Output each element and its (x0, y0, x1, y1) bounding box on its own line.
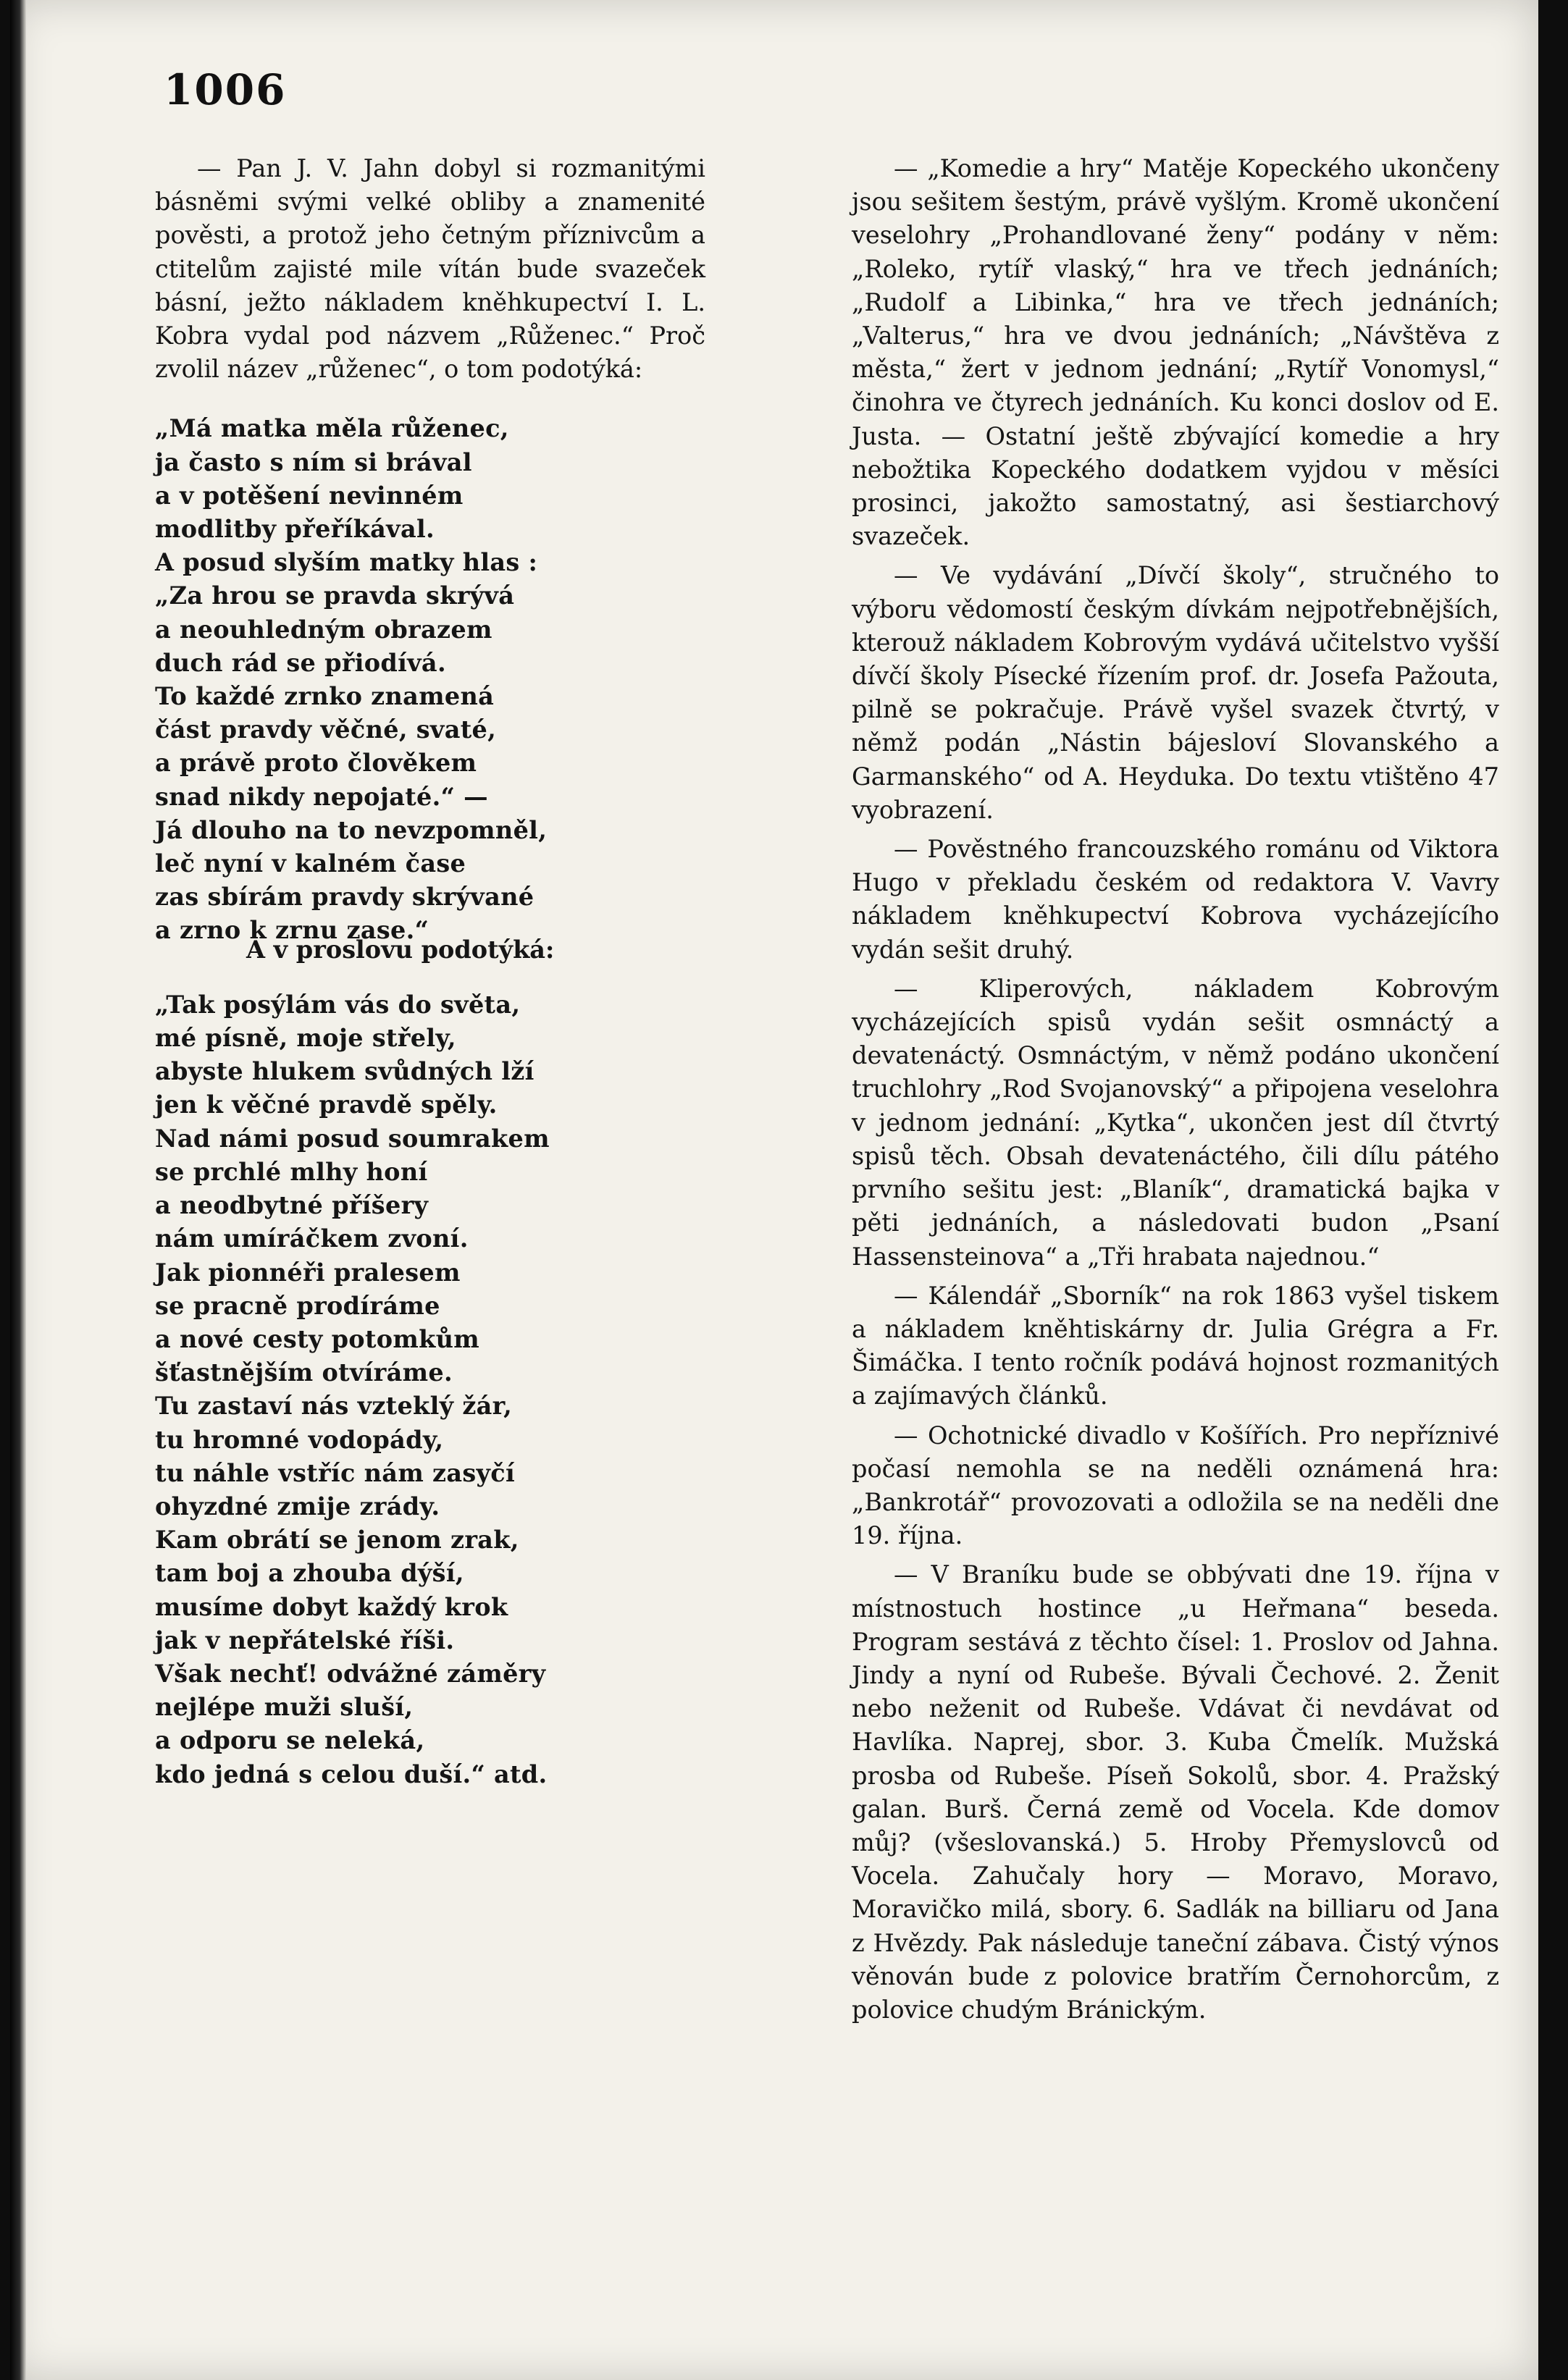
prologue-stanza-4: Tu zastaví nás vzteklý žár, tu hromné vodopády, tu náhle vstříc nám zasyčí ohyzdné zmije zrády. (155, 1392, 516, 1521)
binding-edge (10, 0, 26, 2380)
prologue-stanza-2: Nad námi posud soumrakem se prchlé mlhy honí a neodbytné příšery nám umíráčkem zvoní. (155, 1124, 550, 1253)
verse-stanza-4: Já dlouho na to nevzpomněl, leč nyní v kalném čase zas sbírám pravdy skrývané a zrno k zrnu zase.“ (155, 815, 548, 945)
page-number: 1006 (164, 65, 287, 114)
news-item-divadlo: — Ochotnické divadlo v Košířích. Pro nepříznivé počasí nemohla se na neděli oznámená hra: „Bankrotář“ provozovati a odložila se na neděli dne 19. října. (852, 1421, 1499, 1550)
news-item-branik: — V Braníku bude se obbývati dne 19. října v místnostuch hostince „u Heřmana“ beseda. Program sestává z těchto čísel: 1. Proslov od Jahna. Jindy a nyní od Rubeše. Bývali Čechové. 2. Ženit nebo neženit od Rubeše. Vdávat či nevdávat od Havlíka. Naprej, sbor. 3. Kuba Čmelík. Mužská prosba od Rubeše. Píseň Sokolů, sbor. 4. Pražský galan. Burš. Černá země od Vocela. Kde domov můj? (všeslovanská.) 5. Hroby Přemyslovců od Vocela. Zahučaly hory — Moravo, Moravo, Moravičko milá, sbory. 6. Sadlák na billiaru od Jana z Hvězdy. Pak následuje taneční zábava. Čistý výnos věnován bude z polovice bratřím Černohorcům, z polovice chudým Bránickým. (852, 1560, 1499, 2024)
news-item-divci-skola: — Ve vydávání „Dívčí školy“, stručného to výboru vědomostí českým dívkám nejpotřebnějších, kterouž nákladem Kobrovým vydává učitelstvo vyšší dívčí školy Písecké řízením prof. dr. Josefa Pažouta, pilně se pokračuje. Právě vyšel svazek čtvrtý, v němž podán „Nástin bájesloví Slovanského a Garmanského“ od A. Heyduka. Do textu vtištěno 47 vyobrazení. (852, 561, 1499, 824)
verse-stanza-2: A posud slyším matky hlas : „Za hrou se pravda skrývá a neouhledným obrazem duch rád se přiodívá. (155, 548, 538, 677)
left-column (155, 152, 705, 1791)
right-column (852, 152, 1499, 2032)
prologue-stanza-6: Však nechť! odvážné záměry nejlépe muži sluší, a odporu se neleká, kdo jedná s celou duší.“ atd. (155, 1659, 548, 1788)
news-item-hugo: — Pověstného francouzského románu od Viktora Hugo v překladu českém od redaktora V. Vavry nákladem kněhkupectví Kobrova vycházejícího vydán sešit druhý. (852, 835, 1499, 964)
news-item-kalendar: — Kálendář „Sborník“ na rok 1863 vyšel tiskem a nákladem kněhtiskárny dr. Julia Grégra a Fr. Šimáčka. I tento ročník podává hojnost rozmanitých a zajímavých článků. (852, 1281, 1499, 1410)
news-item-kopecky: — „Komedie a hry“ Matěje Kopeckého ukončeny jsou sešitem šestým, právě vyšlým. Kromě ukončení veselohry „Prohandlované ženy“ podány v něm: „Roleko, rytíř vlaský,“ hra ve třech jednáních; „Rudolf a Libinka,“ hra ve třech jednáních; „Valterus,“ hra ve dvou jednáních; „Návštěva z města,“ žert v jednom jednání; „Rytíř Vonomysl,“ činohra ve čtyrech jednáních. Ku konci doslov od E. Justa. — Ostatní ještě zbývající komedie a hry nebožtika Kopeckého dodatkem vyjdou v měsíci prosinci, jakožto samostatný, asi šestiarchový svazeček. (852, 154, 1499, 551)
prologue-stanza-5: Kam obrátí se jenom zrak, tam boj a zhouba dýší, musíme dobyt každý krok jak v nepřátelské říši. (155, 1526, 519, 1654)
news-item-kliperovych: — Kliperových, nákladem Kobrovým vycházejících spisů vydán sešit osmnáctý a devatenáctý. Osmnáctým, v němž podáno ukončení truchlohry „Rod Svojanovský“ a připojena veselohra v jednom jednání: „Kytka“, ukončen jest díl čtvrtý spisů těch. Obsah devatenáctého, čili dílu pátého prvního sešitu jest: „Blaník“, dramatická bajka v pěti jednáních, a následovati budon „Psaní Hassensteinova“ a „Tři hrabata najednou.“ (852, 974, 1499, 1271)
prologue-stanza-3: Jak pionnéři pralesem se pracně prodíráme a nové cesty potomkům šťastnějším otvíráme. (155, 1258, 480, 1387)
intro-paragraph: — Pan J. V. Jahn dobyl si rozmanitými básněmi svými velké obliby a znamenité pověsti, a protož jeho četným příznivcům a ctitelům zajisté mile vítán bude svazeček básní, ježto nákladem kněhkupectví I. L. Kobra vydal pod názvem „Růženec.“ Proč zvolil název „růženec“, o tom podotýká: (155, 154, 705, 384)
newspaper-page (10, 0, 1538, 2380)
verse-stanza-1: „Má matka měla růženec, ja často s ním si brával a v potěšení nevinném modlitby přeříkával. (155, 414, 509, 544)
prologue-intro: A v proslovu podotýká: (246, 935, 555, 964)
prologue-stanza-1: „Tak posýlám vás do světa, mé písně, moje střely, abyste hlukem svůdných lží jen k věčné pravdě spěly. (155, 990, 534, 1119)
verse-stanza-3: To každé zrnko znamená část pravdy věčné, svaté, a právě proto člověkem snad nikdy nepojaté.“ — (155, 682, 497, 811)
